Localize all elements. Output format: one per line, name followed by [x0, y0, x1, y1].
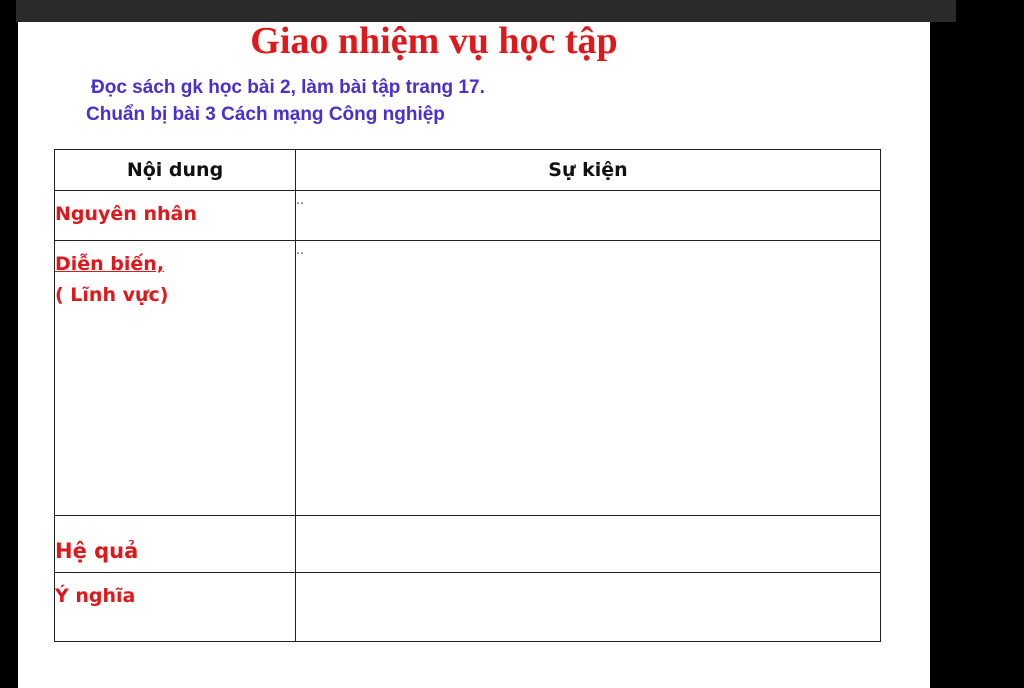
table-row [55, 191, 881, 241]
row-value-significance [296, 573, 881, 642]
instruction-line-1: Đọc sách gk học bài 2, làm bài tập trang 17. [91, 77, 485, 98]
slide [18, 22, 930, 688]
row-value-consequence [296, 516, 881, 573]
table-row [55, 241, 881, 516]
slide-title: Giao nhiệm vụ học tập [250, 20, 618, 62]
row-value-cause: .. [296, 191, 881, 241]
row-value-progress: .. [296, 241, 881, 516]
instruction-line-2: Chuẩn bị bài 3 Cách mạng Công nghiệp [86, 104, 445, 125]
table-header-row [55, 150, 881, 191]
row-label-cause: Nguyên nhân [55, 191, 296, 241]
row-label-significance: Ý nghĩa [55, 573, 296, 642]
row-label-progress-line2: ( Lĩnh vực) [55, 284, 169, 306]
table-row [55, 573, 881, 642]
row-label-progress-line1: Diễn biến, [55, 253, 165, 275]
row-label-consequence: Hệ quả [55, 516, 296, 573]
header-content: Nội dung [55, 150, 296, 191]
window-top-bar [16, 0, 956, 22]
table-row [55, 516, 881, 573]
row-label-progress [55, 241, 296, 516]
header-event: Sự kiện [296, 150, 881, 191]
task-table [54, 149, 881, 642]
